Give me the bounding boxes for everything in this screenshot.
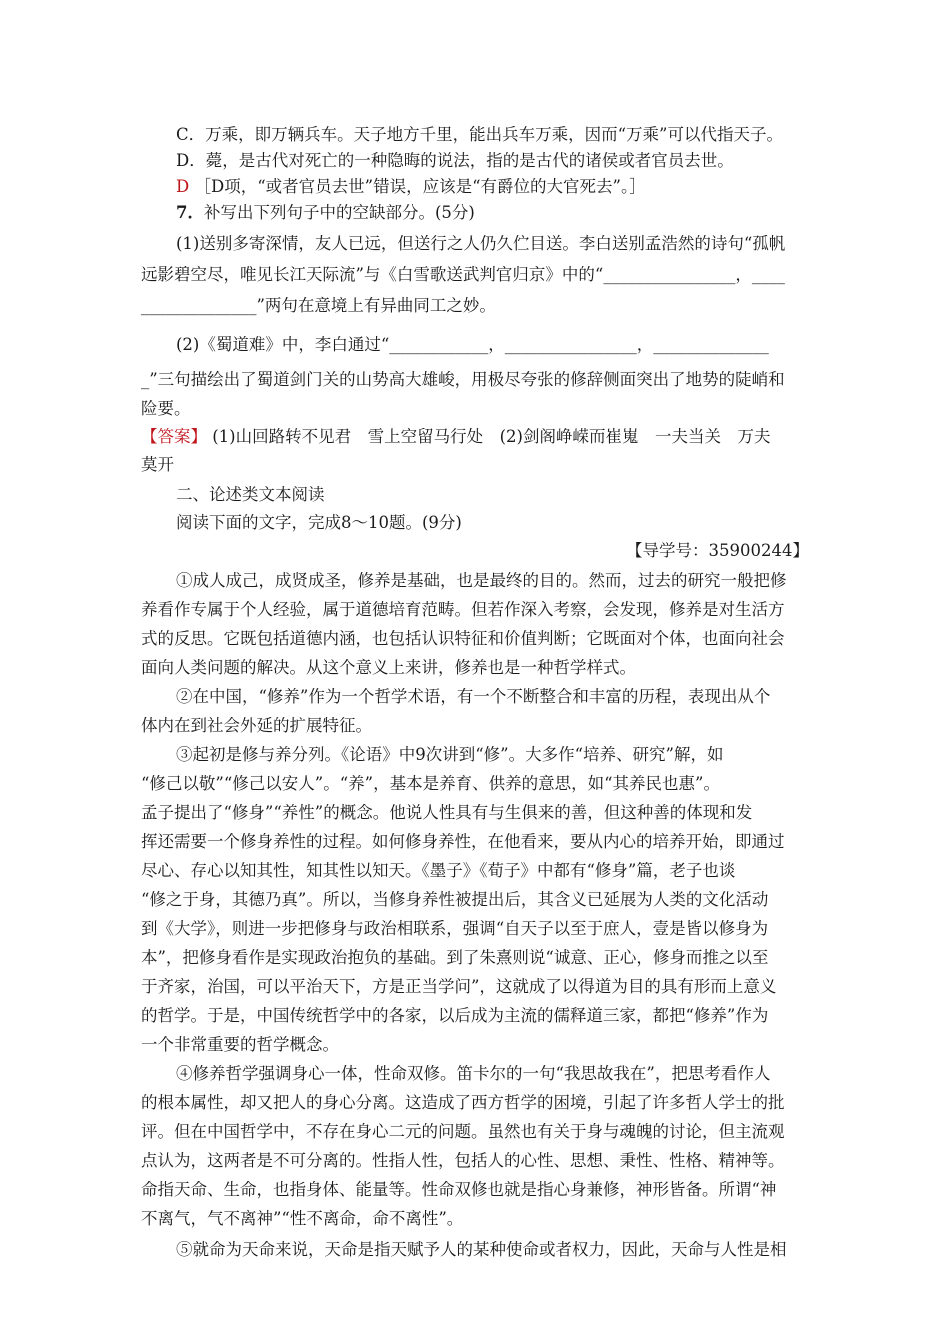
q7-part1-line1: (1)送别多寄深情，友人已远，但送行之人仍久伫目送。李白送别孟浩然的诗句“孤帆 (176, 234, 786, 253)
section-instruction: 阅读下面的文字，完成8～10题。(9分) (176, 513, 462, 532)
passage-line: “修己以敬”“修己以安人”。“养”，基本是养育、供养的意思，如“其养民也惠”。 (141, 774, 720, 793)
passage-line: 不离气，气不离神”“性不离命，命不离性”。 (141, 1209, 464, 1228)
passage-line: “修之于身，其德乃真”。所以，当修身养性被提出后，其含义已延展为人类的文化活动 (141, 890, 769, 909)
passage-line: ③起初是修与养分列。《论语》中9次讲到“修”。大多作“培养、研究”解，如 (176, 745, 724, 764)
passage-line: 点认为，这两者是不可分离的。性指人性，包括人的心性、思想、秉性、性格、精神等。 (141, 1151, 785, 1170)
passage-line: ④修养哲学强调身心一体，性命双修。笛卡尔的一句“我思故我在”，把思考看作人 (176, 1064, 771, 1083)
passage-line: 本”，把修身看作是实现政治抱负的基础。到了朱熹则说“诚意、正心，修身而推之以至 (141, 948, 769, 967)
passage-line: ①成人成己，成贤成圣，修养是基础，也是最终的目的。然而，过去的研究一般把修 (176, 571, 787, 590)
passage-line: 挥还需要一个修身养性的过程。如何修身养性，在他看来，要从内心的培养开始，即通过 (141, 832, 785, 851)
passage-line: ②在中国，“修养”作为一个哲学术语，有一个不断整合和丰富的历程，表现出从个 (176, 687, 771, 706)
passage-line: 于齐家，治国，可以平治天下，方是正当学问”，这就成了以得道为目的具有形而上意义 (141, 977, 777, 996)
option-d: D．薨，是古代对死亡的一种隐晦的说法，指的是古代的诸侯或者官员去世。 (176, 151, 734, 170)
passage-line: 尽心、存心以知其性，知其性以知天。《墨子》《荀子》中都有“修身”篇，老子也谈 (141, 861, 736, 880)
passage-line: 到《大学》，则进一步把修身与政治相联系，强调“自天子以至于庶人，壹是皆以修身为 (141, 919, 769, 938)
q7-part1-line2: 远影碧空尽，唯见长江天际流”与《白雪歌送武判官归京》中的“________________，____ (141, 265, 785, 284)
answer-6 (176, 174, 646, 200)
answer-explanation: ［D项，“或者官员去世”错误，应该是“有爵位的大官死去”。］ (194, 177, 646, 196)
passage-line: 式的反思。它既包括道德内涵，也包括认识特征和价值判断；它既面对个体，也面向社会 (141, 629, 785, 648)
answer-tag: 【答案】 (141, 427, 207, 446)
question-7-stem (176, 200, 475, 226)
passage-line: 一个非常重要的哲学概念。 (141, 1035, 339, 1054)
q7-part2-line3: 险要。 (141, 399, 191, 418)
passage-line: ⑤就命为天命来说，天命是指天赋予人的某种使命或者权力，因此，天命与人性是相 (176, 1240, 787, 1259)
passage-line: 养看作专属于个人经验，属于道德培育范畴。但若作深入考察，会发现，修养是对生活方 (141, 600, 785, 619)
passage-line: 体内在到社会外延的扩展特征。 (141, 716, 372, 735)
passage-line: 的根本属性，却又把人的身心分离。这造成了西方哲学的困境，引起了许多哲人学士的批 (141, 1093, 785, 1112)
answer-letter: D (176, 177, 190, 196)
question-number: 7． (176, 203, 204, 222)
passage-line: 评。但在中国哲学中，不存在身心二元的问题。虽然也有关于身与魂魄的讨论，但主流观 (141, 1122, 785, 1141)
answer-7-line1 (141, 424, 771, 450)
q7-part1-line3: ______________”两句在意境上有异曲同工之妙。 (141, 296, 496, 315)
question-text: 补写出下列句子中的空缺部分。(5分) (203, 203, 475, 222)
q7-part2-line1: (2)《蜀道难》中，李白通过“____________，________________，______________ (176, 335, 769, 354)
passage-line: 面向人类问题的解决。从这个意义上来讲，修养也是一种哲学样式。 (141, 658, 636, 677)
answer-7-line2: 莫开 (141, 455, 174, 474)
passage-line: 的哲学。于是，中国传统哲学中的各家，以后成为主流的儒释道三家，都把“修养”作为 (141, 1006, 769, 1025)
passage-line: 孟子提出了“修身”“养性”的概念。他说人性具有与生俱来的善，但这种善的体现和发 (141, 803, 753, 822)
passage-line: 命指天命、生命，也指身体、能量等。性命双修也就是指心身兼修，神形皆备。所谓“神 (141, 1180, 777, 1199)
option-c: C．万乘，即万辆兵车。天子地方千里，能出兵车万乘，因而“万乘”可以代指天子。 (176, 125, 783, 144)
section-title: 二、论述类文本阅读 (176, 485, 325, 504)
q7-part2-line2: _”三句描绘出了蜀道剑门关的山势高大雄峻，用极尽夸张的修辞侧面突出了地势的陡峭和 (141, 370, 785, 389)
answer-text: (1)山回路转不见君 雪上空留马行处 (2)剑阁峥嵘而崔嵬 一夫当关 万夫 (212, 427, 771, 446)
guide-number: 【导学号：35900244】 (626, 541, 809, 560)
